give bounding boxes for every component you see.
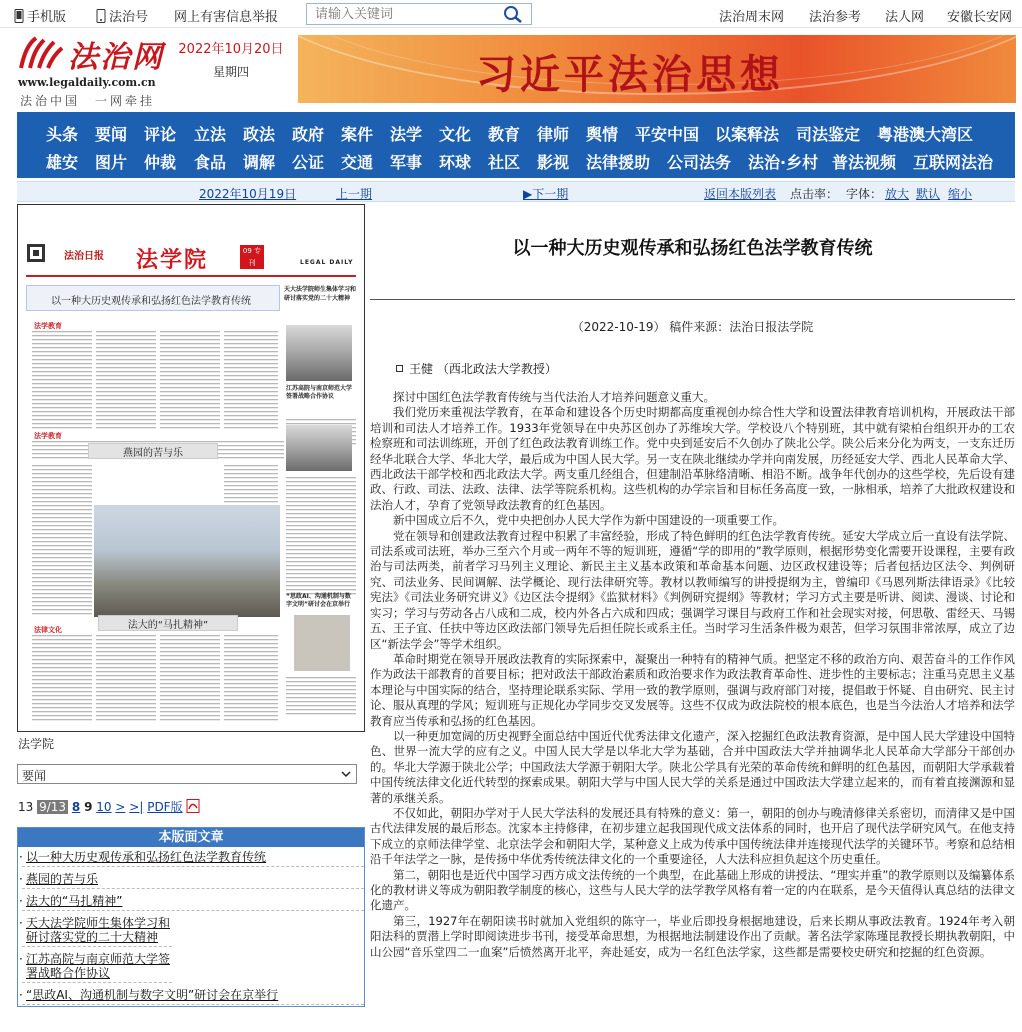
search-box [306, 3, 532, 25]
nav-item[interactable]: 食品 [194, 153, 227, 172]
page-section-label: 法学院 [18, 737, 55, 751]
article-link[interactable]: “思政AI、沟通机制与数字文明”研讨会在京举行 [26, 988, 279, 1002]
nav-item[interactable]: 司法鉴定 [796, 125, 861, 144]
issue-bar [17, 181, 1015, 202]
nav-item[interactable]: 军事 [390, 153, 423, 172]
nav-item[interactable]: 头条 [46, 125, 79, 144]
nav-item[interactable]: 互联网法治 [913, 153, 994, 172]
nav-item[interactable]: 雄安 [46, 153, 79, 172]
article-title: 以一种大历史观传承和弘扬红色法学教育传统 [512, 238, 873, 259]
thumb-mid-title[interactable]: 燕园的苦与乐 [88, 443, 218, 459]
back-to-list-link[interactable]: 返回本版列表 [704, 187, 777, 201]
thumb-divider [26, 275, 356, 277]
pager-page-9: 9 [84, 800, 93, 814]
author-name: 王健 （西北政法大学教授） [409, 362, 557, 376]
pdf-link[interactable]: PDF版 [147, 800, 183, 814]
article-divider [370, 299, 1015, 300]
page-articles-header: 本版面文章 [18, 828, 364, 847]
article-link[interactable]: 江苏高院与南京师范大学签署战略合作协议 [26, 952, 171, 980]
article-paragraph: 我们党历来重视法学教育，在革命和建设各个历史时期都高度重视创办综合性大学和设置法律教育培训机构，开展政法干部培训和司法人才培养工作。1933年党领导在中央苏区创办了苏维埃大学。学校设八个特别班，其中就有梁柏台组织开办的工农检察班和司法训练班，开创了红色政法教育训练工作。党中央到延安后不久创办了陕北公学。陕公后来分化为两支，一支东迁历经华北联合大学、华北大学，最后成为中国人民大学。另一支在陕北继续办学并向南发展，历经延安大学、西北人民革命大学、西北政法干部学校和西北政法大学。两支重几经组合，但建制沿革脉络清晰、相沿不断。战争年代创办的这些学校，先后设有建政、行政、司法、法政、法律、法学等院系机构。这些机构的办学宗旨和目标任务高度一致，一脉相承，培养了大批政权建设和法治人才，孕育了党领导政法教育的红色基因。 [370, 405, 1015, 512]
pager-page-10[interactable]: 10 [96, 800, 112, 814]
nav-item[interactable]: 交通 [341, 153, 374, 172]
current-weekday: 星期四 [212, 65, 249, 79]
thumb-right-cap-1[interactable]: 江苏高院与南京师范大学签署战略合作协议 [286, 385, 353, 400]
chevron-down-icon [340, 768, 352, 780]
article-meta: （2022-10-19） 稿件来源：法治日报法学院 [571, 320, 814, 334]
article-paragraph: 不仅如此，朝阳办学对于人民大学法科的发展还具有特殊的意义：第一，朝阳的创办与晚清修律关系密切，而清律又是中国古代法律发展的最后形态。沈家本主持修律，在初步建立起我国现代成文法体系的同时，也开启了现代法学研究风气。在他支持下成立的京师法律学堂、北京法学会和朝阳大学，某种意义上成为传承中国传统法律并连接现代法学的关键环节。考察和总结相沿千年法学之一脉，是传扬中华优秀传统法律文化的一个重要途径，人大法科应担负起这个历史重任。 [370, 805, 1015, 867]
mobile-link[interactable] [14, 6, 66, 25]
thumb-photo-mid-right [286, 425, 352, 471]
top-bar [0, 0, 1022, 28]
article-link[interactable]: 燕园的苦与乐 [26, 872, 99, 886]
prev-issue-link[interactable]: 上一期 [336, 187, 373, 201]
nav-row-2 [17, 147, 1015, 175]
phone-app-icon [96, 9, 106, 23]
thumb-low-title[interactable]: 法大的“马扎精神” [98, 615, 238, 631]
page-pager [18, 798, 200, 815]
nav-item[interactable]: 公证 [292, 153, 325, 172]
pager-last[interactable]: >| [129, 800, 144, 814]
nav-item[interactable]: 法学 [390, 125, 423, 144]
pager-first[interactable]: 13 [18, 800, 34, 814]
search-input[interactable] [307, 4, 497, 24]
column-select-value: 要闻 [22, 769, 47, 783]
article-link[interactable]: 法大的“马扎精神” [26, 894, 123, 908]
nav-item[interactable]: 案件 [341, 125, 374, 144]
hit-rate-label: 点击率： [790, 187, 839, 201]
article-paragraph: 第三，1927年在朝阳读书时就加入党组织的陈守一，毕业后即投身根据地建设，后来长期从事政法教育。1924年考入朝阳法科的贾潜上学时即阅读进步书刊，接受革命思想，为根据地法制建设作出了贡献。著名法学家陈瑾昆教授长期执教朝阳，中山公园“音乐堂四二一血案”后愤然离开北平，奔赴延安，成为一名红色法学家，这些都是需要校史研究和挖掘的红色资源。 [370, 913, 1015, 959]
header-banner[interactable] [298, 35, 1016, 103]
next-issue-link[interactable]: ▶下一期 [523, 187, 569, 201]
top-link-reference[interactable]: 法治参考 [809, 10, 862, 25]
logo-url: www.legaldaily.com.cn [18, 76, 156, 89]
thumb-right-cap-2[interactable]: “思政AI、沟通机制与数字文明”研讨会在京举行 [286, 593, 351, 608]
pager-current: 9/13 [39, 800, 67, 814]
site-logo[interactable] [18, 32, 164, 108]
font-default-link[interactable]: 默认 [916, 187, 941, 201]
thumb-photo-top-right [286, 325, 352, 381]
list-item [22, 850, 364, 867]
nav-item[interactable]: 要闻 [95, 125, 128, 144]
thumb-sec-label-2: 法学教育 [34, 432, 62, 440]
qr-code-icon [26, 243, 66, 269]
pdf-icon[interactable] [186, 799, 200, 813]
nav-item[interactable]: 公司法务 [667, 153, 732, 172]
pager-next[interactable]: > [115, 800, 126, 814]
nav-item[interactable]: 社区 [488, 153, 521, 172]
nav-item[interactable]: 环球 [439, 153, 472, 172]
search-icon[interactable] [503, 5, 523, 23]
article-link[interactable]: 以一种大历史观传承和弘扬红色法学教育传统 [26, 850, 267, 864]
page-articles-box [17, 827, 365, 1007]
logo-mark-icon [18, 34, 64, 72]
thumb-right-title[interactable]: 天大法学院师生集体学习和研讨落实党的二十大精神 [284, 286, 357, 302]
mobile-icon [14, 9, 24, 23]
article-body [370, 390, 1015, 960]
list-item [22, 988, 364, 1005]
list-item [22, 872, 364, 889]
nav-item[interactable]: 调解 [243, 153, 276, 172]
nav-item[interactable]: 以案释法 [715, 125, 780, 144]
article-paragraph: 新中国成立后不久，党中央把创办人民大学作为新中国建设的一项重要工作。 [393, 513, 784, 528]
top-link-weekend[interactable]: 法治周末网 [719, 10, 785, 25]
article-paragraph: 探讨中国红色法学教育传统与当代法治人才培养问题意义重大。 [393, 390, 715, 404]
thumb-section-title: 法学院 [136, 248, 209, 273]
nav-item[interactable]: 政法 [243, 125, 276, 144]
article-paragraph: 第二，朝阳也是近代中国学习西方成文法传统的一个典型，在此基础上形成的讲授法、“理实并重”的教学原则以及编纂体系化的教材讲义等成为朝阳教学制度的核心，这些与人民大学的法学教学风格有着一定的内在联系，是今天值得认真总结的法律文化遗产。 [370, 867, 1015, 913]
article [370, 204, 1015, 1030]
nav-item[interactable]: 评论 [144, 125, 177, 144]
pager-page-8[interactable]: 8 [71, 800, 81, 814]
mobile-label: 手机版 [27, 10, 67, 25]
thumb-lead-title: 以一种大历史观传承和弘扬红色法学教育传统 [51, 296, 251, 307]
top-link-legalperson[interactable]: 法人网 [885, 10, 925, 25]
thumb-sec-label-3: 法律文化 [34, 626, 62, 634]
article-paragraph: 党在领导和创建政法教育过程中积累了丰富经验，形成了特色鲜明的红色法学教育传统。延安大学成立后一直设有法学院、司法系或司法班，举办三至六个月或一两年不等的短训班，遵循“学的即用的”教学原则，根据形势变化需要开设课程，主要有政治与司法两类，前者学习马列主义理论、新民主主义基本政策和革命基本问题、边区政权建设等；后者包括边区法令、判例研究、司法业务、民间调解、法学概论、现行法律研究等。教材以教师编写的讲授提纲为主，曾编印《马恩列斯法律语录》《比较宪法》《司法业务研究讲义》《边区法令提纲》《监狱材料》《判例研究提纲》等教材；学习方式主要是听讲、阅读、漫谈、讨论和实习；学习与劳动各占八成和二成，校内外各占六成和四成；强调学习课目与政府工作和社会现实对接，何思敬、雷经天、马锡五、王子宜、任扶中等边区政法部门领导先后担任院长或系主任。当时学习生活条件极为艰苦，但学习氛围非常浓厚，成立了边区“新法学会”等学术组织。 [370, 528, 1015, 651]
font-enlarge-link[interactable]: 放大 [885, 187, 910, 201]
list-item [22, 916, 172, 947]
article-paragraph: 革命时期党在领导开展政法教育的实际探索中，凝聚出一种特有的精神气质。把坚定不移的政治方向、艰苦奋斗的工作作风作为政法干部教育的首要目标；把对政法干部政治素质和政治要求作为政法教育革命性、进步性的主要标志；注重马克思主义基本理论与中国实际的结合，坚持理论联系实际、学用一致的教学原则，强调与政府部门对接，提倡敢于怀疑、自由研究、民主讨论、服从真理的学风；短训班与正规化办学同步交叉发展等。这些不仅成为政法院校的根本底色，也是当今法治人才培养和法学教育应当传承和弘扬的红色基因。 [370, 651, 1015, 728]
app-link[interactable] [96, 6, 148, 25]
logo-name: 法治网 [68, 40, 164, 75]
current-date: 2022年10月20日 [178, 42, 284, 57]
nav-item[interactable]: 平安中国 [635, 125, 700, 144]
column-select[interactable] [17, 764, 357, 784]
report-link[interactable]: 网上有害信息举报 [174, 10, 279, 25]
issue-date-link[interactable]: 2022年10月19日 [199, 187, 297, 201]
thumb-portrait-photo [294, 615, 350, 671]
nav-item[interactable]: 立法 [194, 125, 227, 144]
nav-item[interactable]: 法治·乡村 [748, 153, 819, 172]
nav-item[interactable]: 影视 [537, 153, 570, 172]
nav-item[interactable]: 图片 [95, 153, 128, 172]
date-box [176, 38, 286, 80]
thumb-legal-daily: LEGAL DAILY [300, 259, 354, 266]
nav-item[interactable]: 教育 [488, 125, 521, 144]
nav-item[interactable]: 舆情 [586, 125, 619, 144]
banner-text: 习近平法治思想 [476, 51, 784, 98]
nav-item[interactable]: 普法视频 [832, 153, 897, 172]
font-shrink-link[interactable]: 缩小 [948, 187, 973, 201]
nav-item[interactable]: 仲裁 [144, 153, 177, 172]
article-paragraph: 以一种更加宽阔的历史视野全面总结中国近代优秀法律文化遗产，深入挖掘红色政法教育资源，是中国人民大学建设中国特色、世界一流大学的应有之义。中国人民大学是以华北大学为基础，合并中国政法大学并抽调华北人民革命大学部分干部创办的。华北大学源于陕北公学；中国政法大学源于朝阳大学。陕北公学具有光荣的革命传统和鲜明的红色基因，而朝阳大学承载着中国传统法律文化近代转型的探索成果。朝阳大学与中国人民大学的关系是通过中国政法大学建立起来的，而有着直接渊源和显著的承继关系。 [370, 728, 1015, 805]
newspaper-page-thumbnail[interactable] [17, 204, 365, 732]
page-articles-list [18, 847, 364, 1005]
bullet-square-icon [396, 365, 403, 372]
main-nav [17, 112, 1015, 178]
nav-row-1 [17, 119, 1015, 147]
list-item [22, 894, 364, 911]
list-item [22, 952, 172, 983]
app-label: 法治号 [109, 10, 149, 25]
thumb-badge: 09 专刊 [240, 245, 264, 269]
article-author [396, 360, 557, 377]
thumb-paper-logo: 法治日报 [64, 251, 104, 262]
nav-item[interactable]: 粤港澳大湾区 [877, 125, 974, 144]
thumb-lead-strip[interactable] [26, 285, 280, 311]
thumb-sec-label-1: 法学教育 [34, 322, 62, 330]
font-size-label: 字体： [846, 187, 883, 201]
nav-item[interactable]: 法律援助 [586, 153, 651, 172]
nav-item[interactable]: 律师 [537, 125, 570, 144]
nav-item[interactable]: 政府 [292, 125, 325, 144]
nav-item[interactable]: 文化 [439, 125, 472, 144]
logo-slogan: 法治中国 一网牵挂 [20, 94, 156, 108]
top-link-anhui[interactable]: 安徽长安网 [947, 10, 1013, 25]
thumb-campus-photo [94, 505, 280, 617]
article-link[interactable]: 天大法学院师生集体学习和研讨落实党的二十大精神 [26, 916, 171, 944]
